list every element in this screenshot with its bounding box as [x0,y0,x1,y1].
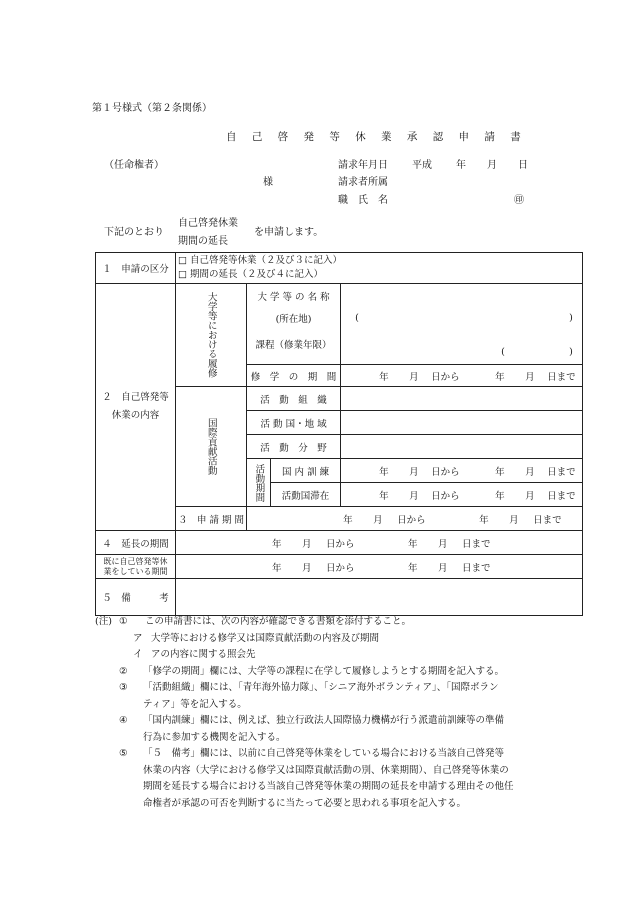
date-fragment: 月 [409,490,419,502]
date-fragment: 月 [438,562,448,574]
study-period-label: 修 学 の 期 間 [247,365,341,387]
domestic-training-label: 国 内 訓 練 [271,459,341,483]
country-label: 活 動 国・地 域 [247,411,341,435]
notes-section [95,614,514,812]
date-fragment: 年 [479,514,489,526]
row-remarks [96,579,583,616]
note1-number: ① [119,616,128,627]
date-fragment: 年 [379,490,389,502]
year-label: 年 [456,160,466,171]
university-name-label: 大 学 等 の 名 称 [257,292,330,303]
name-label: 職 氏 名 [338,195,388,206]
affiliation-label: 請求者所属 [338,177,388,188]
month-label: 月 [487,160,497,171]
date-fragment: 月 [302,562,312,574]
university-name-value[interactable] [341,284,583,365]
date-fragment: 日まで [547,371,576,383]
date-fragment: 月 [525,490,535,502]
date-fragment: 月 [409,466,419,478]
field-value[interactable] [341,435,583,459]
note1b-mark: イ [133,649,143,660]
seal-mark: ㊞ [514,195,524,206]
intl-vertical-cell [176,387,247,507]
university-vertical-cell [176,284,247,387]
request-date-label: 請求年月日 [338,160,388,171]
note5-number: ⑤ [119,748,128,759]
activity-period-vertical-cell [247,459,271,507]
date-fragment: 日まで [462,562,491,574]
date-fragment: 年 [408,562,418,574]
intro-prefix: 下記のとおり [104,227,164,238]
note1-text: この申請書には、次の内容が確認できる書類を添付すること。 [145,616,412,627]
date-fragment: 日から [326,562,355,574]
date-fragment: 年 [272,538,282,550]
date-fragment: 日から [326,538,355,550]
university-vertical-label: 大学等における履修 [205,292,217,378]
row-university-name [96,284,583,365]
application-type-options [176,253,583,284]
note4-text-line2: 行為に参加する機関を記入する。 [143,731,286,743]
note3-number: ③ [119,682,128,693]
intro-suffix: を申請します。 [254,227,324,238]
date-fragment: 日から [431,371,460,383]
date-fragment: 月 [373,514,383,526]
date-fragment: 日から [431,490,460,502]
note5-text-line2: 休業の内容（大学における修学又は国際貢献活動の別、休業期間）、自己啓発等休業の [143,764,509,776]
extension-period-label: ４ 延長の期間 [96,531,176,555]
course-paren-close: ) [569,346,573,358]
country-value[interactable] [341,411,583,435]
note1b-text: アの内容に関する照会先 [151,649,256,660]
row-application-type [96,253,583,284]
intro-option-leave: 自己啓発休業 [178,218,238,229]
date-fragment: 年 [495,466,505,478]
intro-option-extension: 期間の延長 [178,236,228,247]
date-fragment: 年 [495,371,505,383]
existing-period-label [96,555,176,579]
activity-period-vertical-label: 活動期間 [253,463,265,502]
course-label: 課程（修業年限） [255,340,332,351]
era-label: 平成 [412,160,432,171]
note3-text-line1: 「活動組織」欄には、「青年海外協力隊」、「シニア海外ボランティア」、「国際ボラン [143,682,499,693]
note4-number: ④ [119,715,128,726]
note2-text: 「修学の期間」欄には、大学等の課程に在学して履修しようとする期間を記入する。 [143,665,505,677]
date-fragment: 日まで [533,514,562,526]
form-title: 自 己 啓 発 等 休 業 承 認 申 請 書 [226,131,527,143]
org-value[interactable] [341,387,583,411]
existing-period-value[interactable] [176,555,583,579]
day-label: 日 [518,160,528,171]
notes-prefix: (注) [95,616,112,627]
note3-text-line2: ティア」等を記入する。 [143,698,247,710]
note1a-text: 大学等における修学又は国際貢献活動の内容及び期間 [151,632,380,644]
row-existing-period [96,555,583,579]
date-fragment: 年 [495,490,505,502]
date-fragment: 月 [302,538,312,550]
date-fragment: 月 [525,371,535,383]
note4-text-line1: 「国内訓練」欄には、例えば、独立行政法人国際協力機構が行う派遣前訓練等の準備 [143,715,505,726]
extension-period-value[interactable] [176,531,583,555]
date-fragment: 月 [525,466,535,478]
org-label: 活 動 組 織 [247,387,341,411]
location-paren-close: ) [569,312,573,324]
sama-label: 様 [263,177,273,188]
date-fragment: 日まで [462,538,491,550]
note5-text-line1: 「５ 備考」欄には、以前に自己啓発等休業をしている場合における当該自己啓発等 [143,748,505,759]
checkbox-extension[interactable]: □ 期間の延長（２及び４に記入） [178,269,323,280]
course-paren-open: ( [501,346,505,358]
date-fragment: 年 [379,466,389,478]
leave-content-label-line1: ２ 自己啓発等 [102,392,169,403]
existing-period-label-line1: 既に自己啓発等休 [103,556,168,566]
row-extension-period [96,531,583,555]
field-label: 活 動 分 野 [247,435,341,459]
existing-period-label-line2: 業をしている期間 [103,566,168,576]
date-fragment: 年 [408,538,418,550]
domestic-training-value[interactable] [341,459,583,483]
date-fragment: 年 [379,371,389,383]
application-table [95,252,583,616]
application-type-label: １ 申請の区分 [96,253,176,284]
university-name-label-cell [247,284,341,365]
university-location-label: (所在地) [275,314,312,325]
date-fragment: 日まで [547,490,576,502]
date-fragment: 日まで [547,466,576,478]
form-number: 第１号様式（第２条関係） [92,103,212,114]
date-fragment: 日から [397,514,426,526]
date-fragment: 日から [431,466,460,478]
abroad-stay-value[interactable] [341,483,583,507]
date-fragment: 年 [272,562,282,574]
date-fragment: 月 [509,514,519,526]
leave-content-label-line2: 休業の内容 [111,410,160,421]
application-period-label: ３ 申 請 期 間 [176,507,247,531]
note2-number: ② [119,665,128,677]
application-period-value[interactable] [247,507,583,531]
remarks-value[interactable] [176,579,583,616]
note1a-mark: ア [133,632,143,644]
study-period-value[interactable] [341,365,583,387]
date-fragment: 月 [409,371,419,383]
date-fragment: 月 [438,538,448,550]
date-fragment: 年 [343,514,353,526]
note5-text-line3: 期間を延長する場合における当該自己啓発等休業の期間の延長を申請する理由その他任 [143,781,514,792]
leave-content-label [96,284,176,531]
abroad-stay-label: 活動国滞在 [271,483,341,507]
note5-text-line4: 命権者が承認の可否を判断するに当たって必要と思われる事項を記入する。 [143,797,467,809]
checkbox-leave[interactable]: □ 自己啓発等休業（２及び３に記入） [178,255,342,266]
intl-vertical-label: 国際貢献活動 [205,418,217,475]
remarks-label: ５ 備 考 [96,579,176,616]
location-paren-open: ( [355,312,359,324]
appointer-label: （任命権者） [104,160,164,171]
